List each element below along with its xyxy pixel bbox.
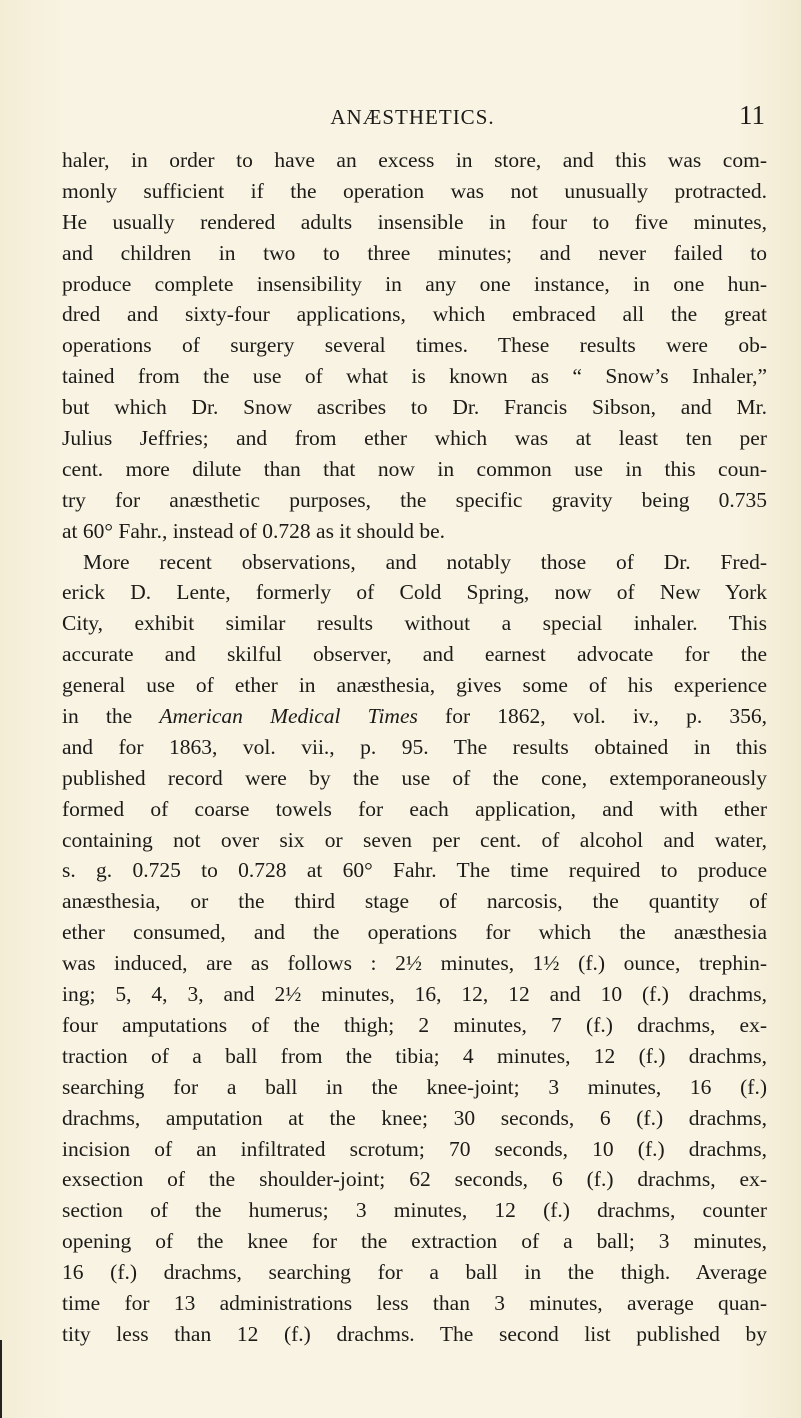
text-line: exsection of the shoulder-joint; 62 seconds, 6 (f.) drachms, ex- [62, 1167, 767, 1192]
text-line: in the American Medical Times for 1862, vol. iv., p. 356, [62, 704, 767, 729]
text-line: opening of the knee for the extraction of a ball; 3 minutes, [62, 1229, 767, 1254]
text-line: four amputations of the thigh; 2 minutes, 7 (f.) drachms, ex- [62, 1012, 767, 1037]
text-line: haler, in order to have an excess in store, and this was com- [62, 148, 767, 172]
text-line: dred and sixty-four applications, which embraced all the great [62, 302, 767, 327]
text-line: time for 13 administrations less than 3 minutes, average quan- [62, 1290, 767, 1315]
text-line: published record were by the use of the cone, extemporaneously [62, 765, 767, 790]
text-line: and for 1863, vol. vii., p. 95. The results obtained in this [62, 734, 767, 759]
text-line: ing; 5, 4, 3, and 2½ minutes, 16, 12, 12 and 10 (f.) drachms, [62, 982, 767, 1007]
text-line: anæsthesia, or the third stage of narcosis, the quantity of [62, 889, 767, 914]
text-line: erick D. Lente, formerly of Cold Spring, now of New York [62, 580, 767, 605]
text-line: traction of a ball from the tibia; 4 minutes, 12 (f.) drachms, [62, 1043, 767, 1068]
text-line: ether consumed, and the operations for which the anæsthesia [62, 920, 767, 945]
journal-title: American Medical Times [159, 704, 418, 729]
body-text [62, 145, 767, 1350]
text-line: produce complete insensibility in any one instance, in one hun- [62, 271, 767, 296]
text-line: at 60° Fahr., instead of 0.728 as it should be. [62, 518, 446, 543]
text-line: searching for a ball in the knee-joint; 3 minutes, 16 (f.) [62, 1074, 767, 1099]
text-line: containing not over six or seven per cent. of alcohol and water, [62, 827, 767, 852]
text-line: section of the humerus; 3 minutes, 12 (f.) drachms, counter [62, 1198, 767, 1223]
text-line: monly sufficient if the operation was not unusually protracted. [62, 178, 767, 203]
text-line: incision of an infiltrated scrotum; 70 seconds, 10 (f.) drachms, [62, 1136, 767, 1161]
text-line: He usually rendered adults insensible in four to five minutes, [62, 209, 767, 234]
page-number: 11 [739, 100, 765, 130]
text-line: operations of surgery several times. These results were ob- [62, 333, 767, 358]
running-title: ANÆSTHETICS. [330, 105, 495, 129]
text-line: tained from the use of what is known as “ Snow’s Inhaler,” [62, 364, 767, 389]
page-edge-shadow [0, 1340, 2, 1418]
text-line: s. g. 0.725 to 0.728 at 60° Fahr. The time required to produce [62, 858, 767, 883]
text-line: City, exhibit similar results without a special inhaler. This [62, 611, 767, 636]
text-line: tity less than 12 (f.) drachms. The second list published by [62, 1321, 767, 1346]
text-line: but which Dr. Snow ascribes to Dr. Francis Sibson, and Mr. [62, 395, 767, 420]
text-line: Julius Jeffries; and from ether which was at least ten per [62, 426, 767, 451]
text-line: try for anæsthetic purposes, the specific gravity being 0.735 [62, 487, 767, 512]
text-line: 16 (f.) drachms, searching for a ball in the thigh. Average [62, 1260, 767, 1285]
text-line: was induced, are as follows : 2½ minutes, 1½ (f.) ounce, trephin- [62, 951, 767, 976]
text-line: formed of coarse towels for each application, and with ether [62, 796, 767, 821]
running-head [60, 102, 765, 132]
text-line: cent. more dilute than that now in common use in this coun- [62, 456, 767, 481]
text-line: general use of ether in anæsthesia, gives some of his experience [62, 673, 767, 698]
paragraph-first-line: More recent observations, and notably those of Dr. Fred- [83, 549, 767, 574]
text-line: and children in two to three minutes; and never failed to [62, 240, 767, 265]
text-line: drachms, amputation at the knee; 30 seconds, 6 (f.) drachms, [62, 1105, 767, 1130]
text-line: accurate and skilful observer, and earnest advocate for the [62, 642, 767, 667]
